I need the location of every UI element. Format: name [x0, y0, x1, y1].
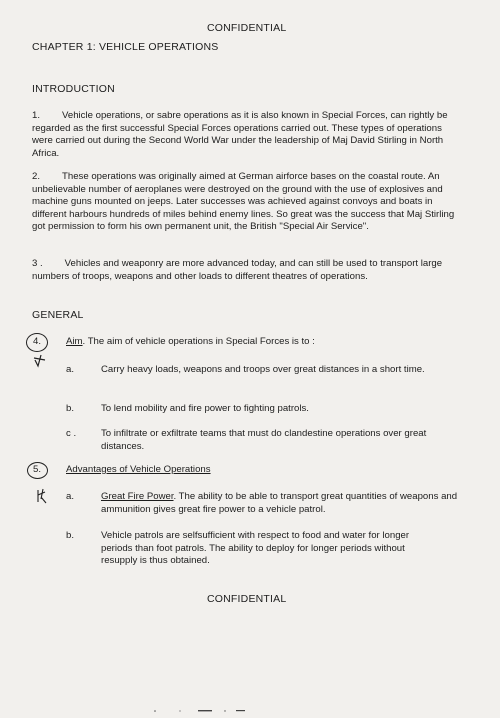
paragraph-1-text: Vehicle operations, or sabre operations as it is also known in Special Forces, can rightly be regarded as the first successful Special Forces operations carried out. These types of operations were carried out during the Second World War under the leadership of Maj David Stirling in North Africa.: [32, 110, 448, 159]
paragraph-4-text: . The aim of vehicle operations in Special Forces is to :: [82, 336, 315, 347]
paragraph-1: [32, 110, 462, 160]
paragraph-4: [66, 336, 466, 349]
paragraph-2: [32, 171, 462, 234]
paragraph-5-title: Advantages of Vehicle Operations: [66, 464, 211, 475]
paragraph-2-text: These operations was originally aimed at German airforce bases on the coastal route. An unbelievable number of aeroplanes were destroyed on the ground with the use of explosives and machine guns mounted on jeeps. Later successes was achieved against convoys and boats in different harbours hundreds of miles behind enemy lines. So great was the success that Maj Stirling got permission to form his own permanent unit, the British "Special Air Service".: [32, 171, 455, 233]
general-heading: GENERAL: [32, 309, 84, 321]
item-5a-letter: a.: [66, 491, 75, 502]
paragraph-5-number: 5.: [33, 464, 42, 475]
paragraph-3: [32, 258, 462, 283]
intro-heading: INTRODUCTION: [32, 83, 115, 95]
paragraph-4-title: Aim: [66, 336, 83, 347]
item-5b-text: Vehicle patrols are selfsufficient with respect to food and water for longer periods than foot patrols. The ability to deploy for longer periods without resupply is thus obtained.: [101, 530, 410, 567]
chapter-title: CHAPTER 1: VEHICLE OPERATIONS: [32, 41, 219, 53]
handwritten-tick-mark: [33, 352, 47, 368]
paragraph-3-number: 3 .: [32, 258, 43, 269]
scan-speckles: [150, 708, 260, 714]
handwritten-tick-mark: [35, 487, 49, 505]
item-4c-letter: c .: [66, 428, 77, 439]
paragraph-4-number: 4.: [33, 336, 42, 347]
item-5a: [101, 491, 463, 516]
paragraph-2-number: 2.: [32, 171, 41, 182]
header-classification: CONFIDENTIAL: [207, 22, 287, 34]
item-4c-text: To infiltrate or exfiltrate teams that must do clandestine operations over great distances.: [101, 428, 427, 452]
item-4a-text: Carry heavy loads, weapons and troops over great distances in a short time.: [101, 364, 425, 375]
item-5a-text: . The ability to be able to transport great quantities of weapons and ammunition gives great fire power to a vehicle patrol.: [101, 491, 458, 515]
item-4b-letter: b.: [66, 403, 75, 414]
item-4a-letter: a.: [66, 364, 75, 375]
paragraph-3-text: Vehicles and weaponry are more advanced today, and can still be used to transport large numbers of troops, weapons and other loads to different theatres of operations.: [32, 258, 443, 282]
item-5a-title: Great Fire Power: [101, 491, 174, 502]
item-4b-text: To lend mobility and fire power to fighting patrols.: [101, 403, 309, 414]
footer-classification: CONFIDENTIAL: [207, 593, 287, 605]
item-5b-letter: b.: [66, 530, 75, 541]
paragraph-1-number: 1.: [32, 110, 41, 121]
